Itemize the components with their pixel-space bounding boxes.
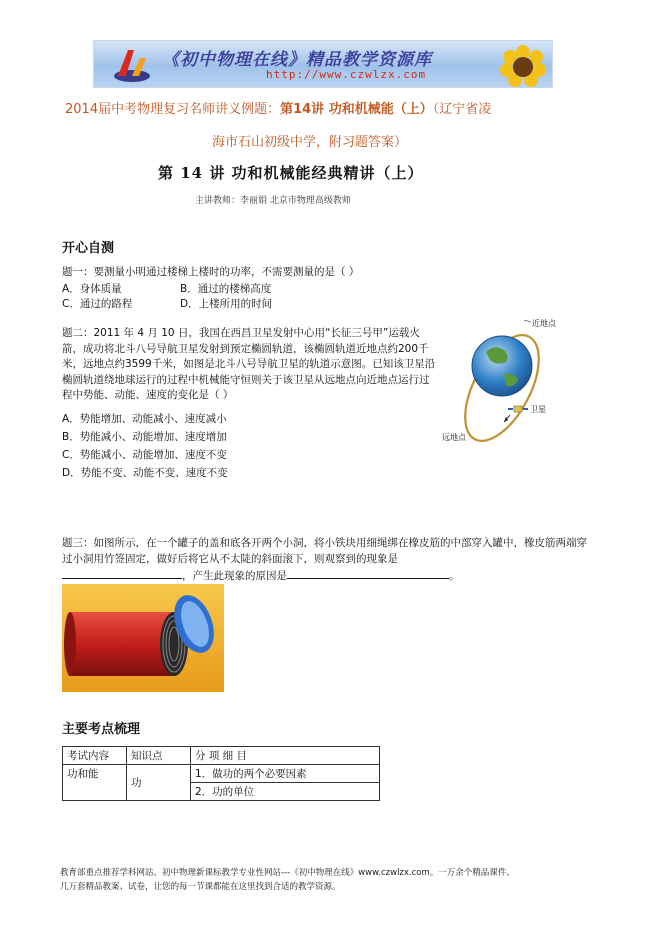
answer-blank-2[interactable] — [287, 566, 449, 579]
question-3-stem: 题三：如图所示，在一个罐子的盖和底各开两个小洞，将小铁块用细绳绑在橡皮筋的中部穿入罐中，橡皮筋两端穿过小洞用竹签固定，做好后将它从不太陡的斜面滚下，则观察到的现象是 — [62, 537, 587, 565]
sunflower-icon — [498, 43, 548, 87]
headline-line2: 海市石山初级中学，附习题答案） — [212, 135, 408, 150]
question-3-end: 。 — [449, 570, 460, 582]
table-header-cell: 考试内容 — [63, 747, 127, 765]
table-cell-item: 2．功的单位 — [191, 783, 380, 801]
question-1-option-b: B．通过的楼梯高度 — [180, 283, 272, 295]
question-3-answer-line — [62, 566, 460, 583]
question-2-stem: 题二：2011 年 4 月 10 日，我国在西昌卫星发射中心用“长征三号甲”运载火箭，成功将北斗八号导航卫星发射到预定椭圆轨道，该椭圆轨道近地点约200千米，远地点约3599千米，如图是北斗八号导航卫星的轨道示意图。已知该卫星沿椭圆轨道绕地球运行的过程中机械能守恒则关于该卫星从远地点向近地点运行过程中势能、动能、速度的变化是（ ） — [62, 327, 436, 401]
document-headline — [65, 98, 491, 117]
header-banner — [93, 40, 553, 88]
question-1-option-c: C．通过的路程 — [62, 298, 133, 310]
table-cell-item: 1．做功的两个必要因素 — [191, 765, 380, 783]
answer-blank-1[interactable] — [62, 566, 182, 579]
question-1-option-d: D．上楼所用的时间 — [180, 298, 273, 310]
headline-part2: 第14讲 功和机械能（上） — [280, 102, 433, 117]
table-cell-point: 功 — [127, 765, 191, 801]
banner-url[interactable]: http://www.czwlzx.com — [266, 68, 427, 81]
apogee-label: 远地点 — [442, 433, 466, 442]
table-header-cell: 知识点 — [127, 747, 191, 765]
perigee-label: 近地点 — [532, 319, 556, 328]
site-logo-icon — [112, 46, 152, 84]
key-points-table — [62, 746, 380, 801]
lecture-title: 第 14 讲 功和机械能经典精讲（上） — [158, 164, 424, 182]
rolling-can-photo — [62, 584, 224, 692]
question-2-option-b: B．势能减小、动能增加、速度增加 — [62, 431, 227, 443]
question-1-stem: 题一：要测量小明通过楼梯上楼时的功率，不需要测量的是（ ） — [62, 266, 360, 278]
satellite-label: 卫星 — [530, 405, 546, 414]
table-header-row — [63, 747, 380, 765]
earth-globe — [472, 336, 532, 396]
question-2-option-c: C．势能减小、动能增加、速度不变 — [62, 449, 227, 461]
headline-part3: （辽宁省凌 — [432, 102, 492, 117]
headline-part1: 2014届中考物理复习名师讲义例题： — [65, 102, 281, 117]
page-footer — [60, 866, 630, 894]
question-3-mid: ，产生此现象的原因是 — [182, 570, 287, 582]
footer-line-2: 几万套精品教案、试卷，让您的每一节课都能在这里找到合适的教学资源。 — [60, 882, 341, 892]
teacher-line: 主讲教师：李丽娟 北京市物理高级教师 — [195, 196, 351, 206]
satellite-orbit-figure — [438, 318, 568, 446]
table-cell-content: 功和能 — [63, 765, 127, 801]
table-header-cell: 分 项 细 目 — [191, 747, 380, 765]
question-2-option-d: D．势能不变、动能不变、速度不变 — [62, 467, 228, 479]
section-heading-self-test: 开心自测 — [62, 241, 115, 256]
section-heading-key-points: 主要考点梳理 — [62, 722, 141, 737]
footer-line-1: 教育部重点推荐学科网站、初中物理新课标教学专业性网站---《初中物理在线》www.czwlzx.com。一万余个精品课件、 — [60, 868, 515, 878]
question-1-option-a: A．身体质量 — [62, 283, 122, 295]
table-row — [63, 765, 380, 783]
banner-title: 《初中物理在线》精品教学资源库 — [162, 50, 432, 70]
question-2-option-a: A．势能增加、动能减小、速度减小 — [62, 413, 227, 425]
satellite-icon — [508, 406, 528, 412]
